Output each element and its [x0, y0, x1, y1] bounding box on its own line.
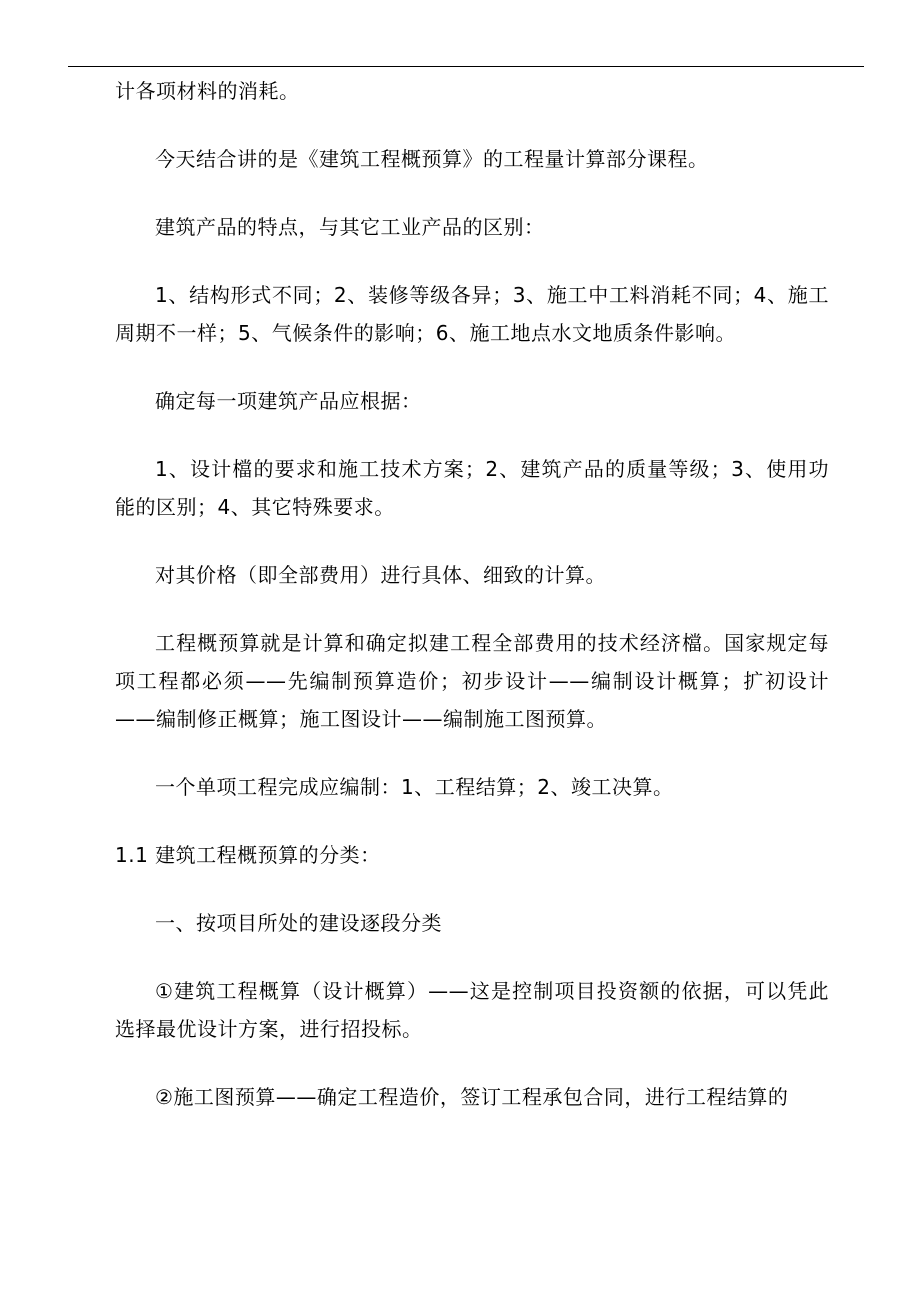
document-body	[115, 72, 829, 1116]
paragraph-price-calculation: 对其价格（即全部费用）进行具体、细致的计算。	[155, 563, 606, 587]
paragraph-product-characteristics-list: 1、结构形式不同；2、装修等级各异；3、施工中工料消耗不同；4、施工周期不一样；5、气候条件的影响；6、施工地点水文地质条件影响。	[115, 283, 829, 345]
paragraph-continuation: 计各项材料的消耗。	[115, 79, 300, 103]
section-heading-1-1: 1.1 建筑工程概预算的分类：	[115, 843, 381, 867]
paragraph-determination-basis-heading: 确定每一项建筑产品应根据：	[155, 389, 422, 413]
paragraph-settlement: 一个单项工程完成应编制：1、工程结算；2、竣工决算。	[155, 775, 674, 799]
list-item-construction-budget: ②施工图预算——确定工程造价，签订工程承包合同，进行工程结算的	[155, 1085, 789, 1109]
paragraph-course-intro: 今天结合讲的是《建筑工程概预算》的工程量计算部分课程。	[155, 147, 709, 171]
list-item-design-estimate: ①建筑工程概算（设计概算）——这是控制项目投资额的依据，可以凭此选择最优设计方案，进行招投标。	[115, 979, 829, 1041]
paragraph-product-characteristics-heading: 建筑产品的特点，与其它工业产品的区别：	[155, 215, 545, 239]
paragraph-budget-definition: 工程概预算就是计算和确定拟建工程全部费用的技术经济檔。国家规定每项工程都必须——先编制预算造价；初步设计——编制设计概算；扩初设计——编制修正概算；施工图设计——编制施工图预算。	[115, 631, 829, 731]
paragraph-determination-basis-list: 1、设计檔的要求和施工技术方案；2、建筑产品的质量等级；3、使用功能的区别；4、其它特殊要求。	[115, 457, 829, 519]
header-rule	[68, 66, 864, 67]
subsection-heading-1: 一、按项目所处的建设逐段分类	[155, 911, 442, 935]
